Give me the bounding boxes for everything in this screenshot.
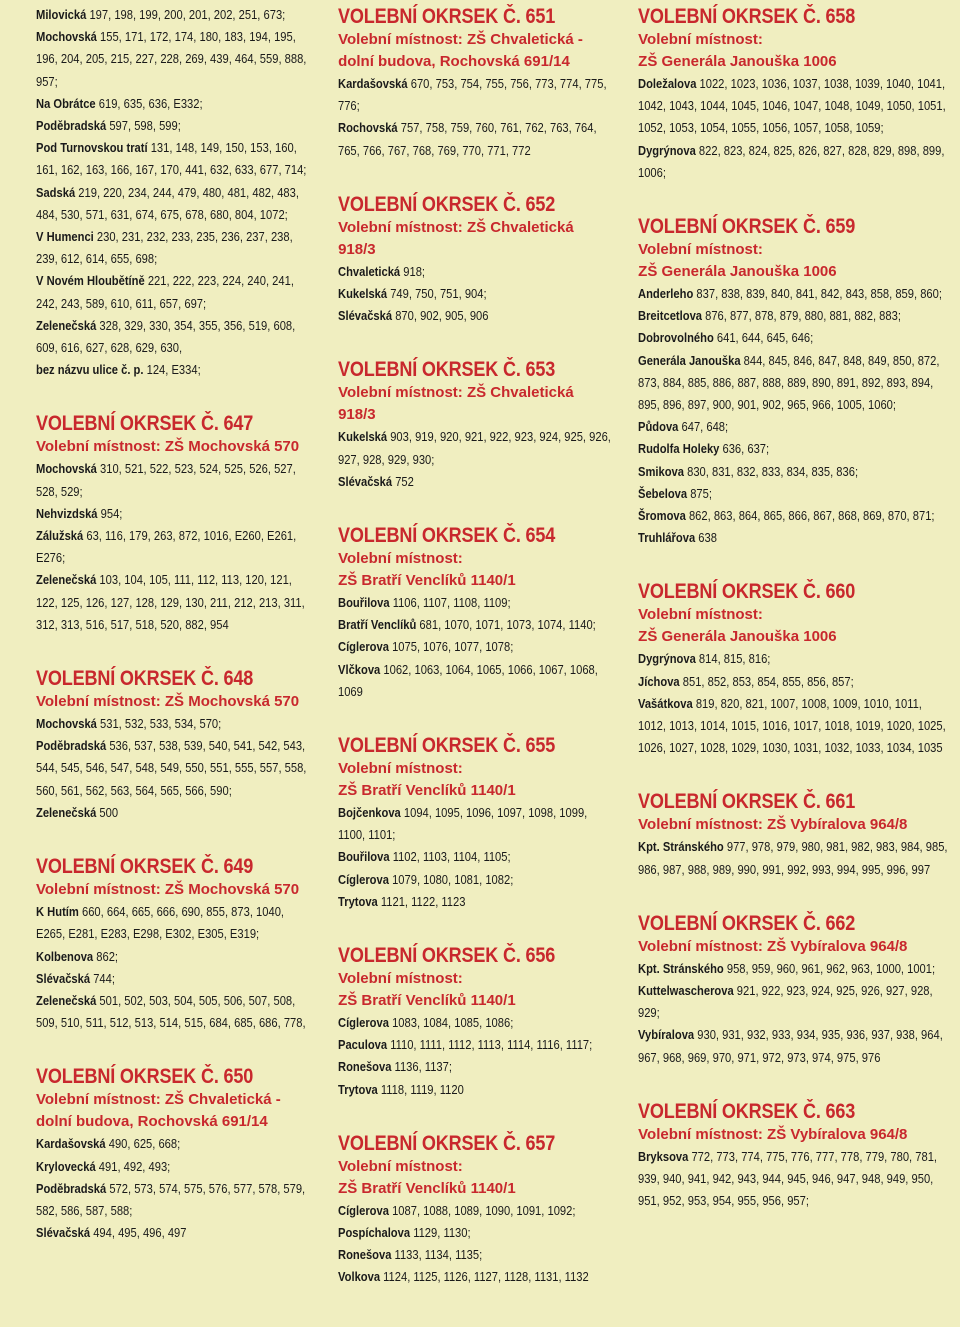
street-name: Kpt. Stránského [638,960,724,976]
street-name: Dygrýnova [638,651,696,667]
street-entry [36,270,315,314]
street-entry [36,93,315,115]
street-entry [638,527,951,549]
continued-street-list [36,4,316,381]
street-entry [36,4,315,26]
street-entry [338,261,613,283]
house-numbers: 597, 598, 599; [109,118,181,134]
street-entry [36,359,315,381]
polling-station: Volební místnost: [638,31,763,48]
polling-station: ZŠ Bratří Venclíků 1140/1 [338,782,516,800]
street-name: Smikova [638,463,685,479]
street-entry [36,115,315,137]
district-block [638,789,952,880]
house-numbers: 749, 750, 751, 904; [390,286,487,302]
street-name: Šromova [638,508,687,524]
polling-station: Volební místnost: [338,970,463,988]
district-block [338,4,614,162]
house-numbers: 1062, 1063, 1064, 1065, 1066, 1067, 1068, 1069 [338,661,598,699]
street-entry [338,117,613,161]
street-entry [638,958,951,980]
district-title: VOLEBNÍ OKRSEK Č. 649 [36,855,254,879]
house-numbers: 1121, 1122, 1123 [380,893,466,909]
street-name: Bouřilova [338,595,390,611]
street-name: Slévačská [36,1225,91,1241]
street-name: Půdova [638,419,679,435]
street-entry [338,1034,613,1056]
street-entry [36,1178,315,1222]
street-name: Kukelská [338,286,388,302]
street-name: Zelenečská [36,804,97,820]
house-numbers: 837, 838, 839, 840, 841, 842, 843, 858, 859, 860; [696,286,943,302]
district-title: VOLEBNÍ OKRSEK Č. 653 [338,358,556,382]
street-name: Kardašovská [338,76,408,91]
house-numbers: 862, 863, 864, 865, 866, 867, 868, 869, 870, 871; [689,508,935,524]
house-numbers: 638 [698,530,718,546]
district-title: VOLEBNÍ OKRSEK Č. 657 [338,1131,556,1155]
polling-station: Volební místnost: ZŠ Mochovská 570 [36,693,300,711]
street-entry [638,483,951,505]
street-name: Poděbradská [36,738,107,754]
house-numbers: 1129, 1130; [413,1225,471,1241]
street-name: Vlčkova [338,661,381,677]
street-name: Vybíralova [638,1027,695,1043]
street-entry [638,648,951,670]
house-numbers: 1102, 1103, 1104, 1105; [392,849,511,865]
street-entry [338,73,613,117]
house-numbers: 124, E334; [146,362,201,378]
polling-station: Volební místnost: ZŠ Vybíralova 964/8 [638,816,908,834]
polling-station: dolní budova, Rochovská 691/14 [36,1113,268,1131]
street-entry [338,1244,613,1266]
street-entry [638,505,951,527]
street-name: Pod Turnovskou tratí [36,140,148,156]
street-entry [338,614,613,636]
street-name: Pospíchalova [338,1225,411,1241]
district-title: VOLEBNÍ OKRSEK Č. 655 [338,734,556,758]
street-name: Cíglerova [338,1015,390,1031]
house-numbers: 491, 492, 493; [98,1158,171,1174]
street-entry [338,426,613,470]
polling-station: Volební místnost: ZŠ Mochovská 570 [36,881,300,899]
street-name: Vašátkova [638,695,693,711]
street-name: Kardašovská [36,1136,106,1152]
street-entry [36,735,315,802]
street-entry [638,438,951,460]
street-entry [338,283,613,305]
street-entry [36,525,315,569]
street-name: Slévačská [338,308,393,324]
house-numbers: 1079, 1080, 1081, 1082; [392,871,514,887]
house-numbers: 310, 521, 522, 523, 524, 525, 526, 527, 528, 529; [36,461,296,499]
polling-station: Volební místnost: ZŠ Vybíralova 964/8 [638,937,908,955]
street-entry [638,73,951,140]
street-name: Poděbradská [36,118,107,134]
street-name: Bouřilova [338,849,390,865]
street-entry [638,416,951,438]
street-entry [638,1024,951,1068]
polling-station: ZŠ Generála Janouška 1006 [638,53,837,70]
street-entry [36,137,315,181]
polling-station: ZŠ Bratří Venclíků 1140/1 [338,1179,516,1197]
house-numbers: 681, 1070, 1071, 1073, 1074, 1140; [419,617,596,633]
street-entry [638,980,951,1024]
street-entry [36,1222,315,1244]
polling-station: ZŠ Generála Janouška 1006 [638,628,837,646]
street-entry [338,659,613,703]
street-entry [36,802,315,824]
house-numbers: 1087, 1088, 1089, 1090, 1091, 1092; [392,1202,576,1218]
house-numbers: 844, 845, 846, 847, 848, 849, 850, 872, 873, 884, 885, 886, 887, 888, 889, 890, 891, 892, 893, 894, 895, 896, 897, 900, 901, 902, 965, 966, 1005, 1060; [638,352,940,413]
polling-station: Volební místnost: ZŠ Chvaletická - [338,31,583,48]
street-name: Doležalova [638,76,697,91]
house-numbers: 572, 573, 574, 575, 576, 577, 578, 579, 582, 586, 587, 588; [36,1180,306,1218]
house-numbers: 131, 148, 149, 150, 153, 160, 161, 162, 163, 166, 167, 170, 441, 632, 633, 677, 714; [36,140,307,178]
street-entry [638,836,951,880]
house-numbers: 501, 502, 503, 504, 505, 506, 507, 508, 509, 510, 511, 512, 513, 514, 515, 684, 685, 686, 778, [36,992,306,1031]
house-numbers: 641, 644, 645, 646; [717,330,814,346]
polling-station: Volební místnost: [338,550,463,568]
house-numbers: 757, 758, 759, 760, 761, 762, 763, 764, 765, 766, 767, 768, 769, 770, 771, 772 [338,120,597,158]
house-numbers: 1136, 1137; [394,1059,453,1075]
street-entry [638,327,951,349]
street-name: Milovická [36,7,87,22]
district-block [36,411,316,636]
house-numbers: 328, 329, 330, 354, 355, 356, 519, 608, 609, 616, 627, 628, 629, 630, [36,317,296,356]
street-entry [338,846,613,868]
house-numbers: 103, 104, 105, 111, 112, 113, 120, 121, 122, 125, 126, 127, 128, 129, 130, 211, 212, 213, 311, 312, 313, 516, 517, 518, 520, 882, 954 [36,572,305,632]
district-block [638,4,952,184]
district-title: VOLEBNÍ OKRSEK Č. 647 [36,412,254,436]
district-block [338,1131,614,1289]
district-block [36,854,316,1034]
street-entry [36,569,315,636]
polling-station: Volební místnost: ZŠ Chvaletická - [36,1091,281,1109]
street-entry [36,26,315,93]
street-name: V Humenci [36,229,94,245]
street-entry [36,226,315,270]
house-numbers: 494, 495, 496, 497 [93,1225,187,1241]
house-numbers: 772, 773, 774, 775, 776, 777, 778, 779, 780, 781, 939, 940, 941, 942, 943, 944, 945, 946, 947, 948, 949, 950, 951, 952, 953, 954, 955, 956, 957; [638,1148,938,1209]
street-entry [638,283,951,305]
district-block [338,357,614,493]
house-numbers: 930, 931, 932, 933, 934, 935, 936, 937, 938, 964, 967, 968, 969, 970, 971, 972, 973, 974, 975, 976 [638,1027,943,1065]
district-block [338,943,614,1101]
street-name: Zálužská [36,528,84,544]
polling-station: Volební místnost: ZŠ Mochovská 570 [36,438,300,456]
street-entry [36,990,315,1034]
house-numbers: 870, 902, 905, 906 [395,308,489,324]
street-name: Jíchova [638,673,680,689]
street-name: K Hutím [36,904,79,920]
street-entry [338,802,613,846]
column-1 [8,4,316,1327]
street-entry [36,503,315,525]
street-name: Rochovská [338,120,398,136]
polling-station: Volební místnost: [638,241,763,259]
street-entry [638,140,951,184]
district-title: VOLEBNÍ OKRSEK Č. 662 [638,911,856,935]
district-block [36,1064,316,1244]
house-numbers: 1083, 1084, 1085, 1086; [392,1015,514,1031]
column-3 [614,4,952,1327]
district-title: VOLEBNÍ OKRSEK Č. 656 [338,944,556,968]
house-numbers: 862; [96,948,119,964]
polling-station: Volební místnost: ZŠ Vybíralova 964/8 [638,1125,908,1143]
street-entry [338,869,613,891]
polling-station: ZŠ Generála Janouška 1006 [638,263,837,281]
house-numbers: 977, 978, 979, 980, 981, 982, 983, 984, 985, 986, 987, 988, 989, 990, 991, 992, 993, 994, 995, 996, 997 [638,839,948,877]
street-name: bez názvu ulice č. p. [36,362,144,378]
street-entry [338,891,613,913]
street-entry [338,1056,613,1078]
house-numbers: 814, 815, 816; [699,651,771,667]
district-block [338,523,614,703]
street-name: Kolbenova [36,948,94,964]
street-name: Ronešova [338,1247,392,1263]
house-numbers: 670, 753, 754, 755, 756, 773, 774, 775, 776; [338,76,607,114]
street-name: Zelenečská [36,992,97,1008]
street-name: Bratří Venclíků [338,617,417,633]
street-name: Nehvizdská [36,505,98,521]
district-title: VOLEBNÍ OKRSEK Č. 660 [638,580,856,604]
district-title: VOLEBNÍ OKRSEK Č. 651 [338,5,556,28]
street-name: Bojčenkova [338,805,401,821]
house-numbers: 958, 959, 960, 961, 962, 963, 1000, 1001; [727,960,936,976]
house-numbers: 1022, 1023, 1036, 1037, 1038, 1039, 1040, 1041, 1042, 1043, 1044, 1045, 1046, 1047, 1048, 1049, 1050, 1051, 1052, 1053, 1054, 1055, 1056, 1057, 1058, 1059; [638,76,946,136]
street-name: Chvaletická [338,263,401,279]
street-entry [36,968,315,990]
street-name: Sadská [36,184,76,200]
street-name: Anderleho [638,286,694,302]
street-entry [338,1222,613,1244]
district-title: VOLEBNÍ OKRSEK Č. 654 [338,524,556,548]
house-numbers: 63, 116, 179, 263, 872, 1016, E260, E261, E276; [36,528,297,566]
street-entry [36,182,315,226]
district-title: VOLEBNÍ OKRSEK Č. 652 [338,192,556,216]
house-numbers: 1094, 1095, 1096, 1097, 1098, 1099, 1100, 1101; [338,805,588,843]
house-numbers: 875; [690,485,713,501]
house-numbers: 819, 820, 821, 1007, 1008, 1009, 1010, 1011, 1012, 1013, 1014, 1015, 1016, 1017, 1018, 1019, 1020, 1025, 1026, 1027, 1028, 1029, 1030, 1031, 1032, 1033, 1034, 1035 [638,695,946,756]
polling-station: Volební místnost: ZŠ Chvaletická 918/3 [338,384,574,424]
house-numbers: 155, 171, 172, 174, 180, 183, 194, 195, 196, 204, 205, 215, 227, 228, 269, 439, 464, 559, 888, 957; [36,29,307,89]
district-title: VOLEBNÍ OKRSEK Č. 650 [36,1065,254,1089]
polling-station: ZŠ Bratří Venclíků 1140/1 [338,992,516,1010]
street-name: Kpt. Stránského [638,839,724,855]
district-title: VOLEBNÍ OKRSEK Č. 663 [638,1099,856,1123]
street-name: Kuttelwascherova [638,983,734,999]
street-name: Slévačská [338,473,393,489]
street-entry [36,946,315,968]
street-name: Trytova [338,893,378,909]
street-name: Kukelská [338,429,388,445]
street-entry [36,901,315,945]
street-name: V Novém Hloubětíně [36,273,145,289]
street-entry [638,461,951,483]
polling-station: Volební místnost: ZŠ Chvaletická 918/3 [338,218,574,258]
district-block [638,214,952,549]
street-entry [638,693,951,760]
street-name: Krylovecká [36,1158,96,1174]
street-entry [338,1266,613,1288]
house-numbers: 918; [403,263,426,279]
district-block [338,192,614,328]
column-2 [316,4,614,1327]
house-numbers: 744; [93,970,115,986]
street-name: Dobrovolného [638,330,714,346]
house-numbers: 531, 532, 533, 534, 570; [100,716,222,732]
street-name: Bryksova [638,1148,689,1164]
street-name: Cíglerova [338,1202,390,1218]
street-name: Generála Janouška [638,352,741,368]
house-numbers: 219, 220, 234, 244, 479, 480, 481, 482, 483, 484, 530, 571, 631, 674, 675, 678, 680, 804, 1072; [36,184,299,222]
district-block [638,1099,952,1213]
street-name: Trytova [338,1081,378,1097]
street-entry [338,1012,613,1034]
polling-station: dolní budova, Rochovská 691/14 [338,53,570,70]
district-title: VOLEBNÍ OKRSEK Č. 658 [638,5,856,28]
district-block [638,911,952,1069]
street-name: Breitcetlova [638,308,703,324]
house-numbers: 500 [99,804,119,820]
street-name: Slévačská [36,970,91,986]
street-name: Truhlářova [638,530,696,546]
street-name: Na Obrátce [36,95,96,111]
street-name: Paculova [338,1037,388,1053]
street-name: Cíglerova [338,871,390,887]
street-entry [36,315,315,359]
street-name: Zelenečská [36,572,97,588]
house-numbers: 830, 831, 832, 833, 834, 835, 836; [687,463,859,479]
street-name: Rudolfa Holeky [638,441,720,457]
house-numbers: 903, 919, 920, 921, 922, 923, 924, 925, 926, 927, 928, 929, 930; [338,429,611,467]
house-numbers: 752 [395,473,414,489]
street-entry [36,713,315,735]
house-numbers: 851, 852, 853, 854, 855, 856, 857; [682,673,854,689]
street-entry [338,305,613,327]
district-title: VOLEBNÍ OKRSEK Č. 648 [36,667,254,691]
house-numbers: 1133, 1134, 1135; [394,1247,483,1263]
house-numbers: 822, 823, 824, 825, 826, 827, 828, 829, 898, 899, 1006; [638,142,945,180]
street-entry [638,305,951,327]
street-entry [36,458,315,502]
street-entry [338,471,613,493]
house-numbers: 197, 198, 199, 200, 201, 202, 251, 673; [89,7,286,22]
street-entry [338,1200,613,1222]
district-block [338,733,614,913]
polling-station: ZŠ Bratří Venclíků 1140/1 [338,572,516,590]
house-numbers: 619, 635, 636, E332; [98,95,203,111]
polling-station: Volební místnost: [638,606,763,624]
polling-station: Volební místnost: [338,1157,463,1175]
street-name: Šebelova [638,485,688,501]
street-name: Cíglerova [338,639,390,655]
house-numbers: 954; [100,505,123,521]
street-entry [338,1079,613,1101]
street-name: Zelenečská [36,317,97,333]
house-numbers: 876, 877, 878, 879, 880, 881, 882, 883; [705,308,902,324]
street-name: Mochovská [36,29,97,45]
house-numbers: 536, 537, 538, 539, 540, 541, 542, 543, 544, 545, 546, 547, 548, 549, 550, 551, 555, 557, 558, 560, 561, 562, 563, 564, 565, 566, 590; [36,738,307,798]
street-entry [638,350,951,417]
street-name: Mochovská [36,716,97,732]
street-name: Dygrýnova [638,142,696,158]
street-name: Mochovská [36,461,97,477]
house-numbers: 221, 222, 223, 224, 240, 241, 242, 243, 589, 610, 611, 657, 697; [36,273,294,311]
house-numbers: 1075, 1076, 1077, 1078; [392,639,514,655]
house-numbers: 490, 625, 668; [108,1136,181,1152]
street-entry [36,1133,315,1155]
street-entry [36,1156,315,1178]
district-block [638,579,952,759]
street-entry [638,1146,951,1213]
house-numbers: 660, 664, 665, 666, 690, 855, 873, 1040, E265, E281, E283, E298, E302, E305, E319; [36,904,285,942]
street-entry [338,592,613,614]
house-numbers: 1124, 1125, 1126, 1127, 1128, 1131, 1132 [383,1269,589,1285]
street-entry [338,636,613,658]
district-title: VOLEBNÍ OKRSEK Č. 659 [638,215,856,239]
house-numbers: 1110, 1111, 1112, 1113, 1114, 1116, 1117; [390,1037,593,1053]
street-name: Ronešova [338,1059,392,1075]
house-numbers: 1106, 1107, 1108, 1109; [392,595,511,611]
house-numbers: 1118, 1119, 1120 [380,1081,464,1097]
district-block [36,666,316,824]
house-numbers: 647, 648; [681,419,729,435]
street-entry [638,671,951,693]
street-name: Volkova [338,1269,381,1285]
street-name: Poděbradská [36,1180,107,1196]
polling-station: Volební místnost: [338,760,463,778]
house-numbers: 636, 637; [722,441,770,457]
house-numbers: 230, 231, 232, 233, 235, 236, 237, 238, 239, 612, 614, 655, 698; [36,229,293,267]
district-title: VOLEBNÍ OKRSEK Č. 661 [638,790,856,814]
house-numbers: 921, 922, 923, 924, 925, 926, 927, 928, 929; [638,983,933,1021]
